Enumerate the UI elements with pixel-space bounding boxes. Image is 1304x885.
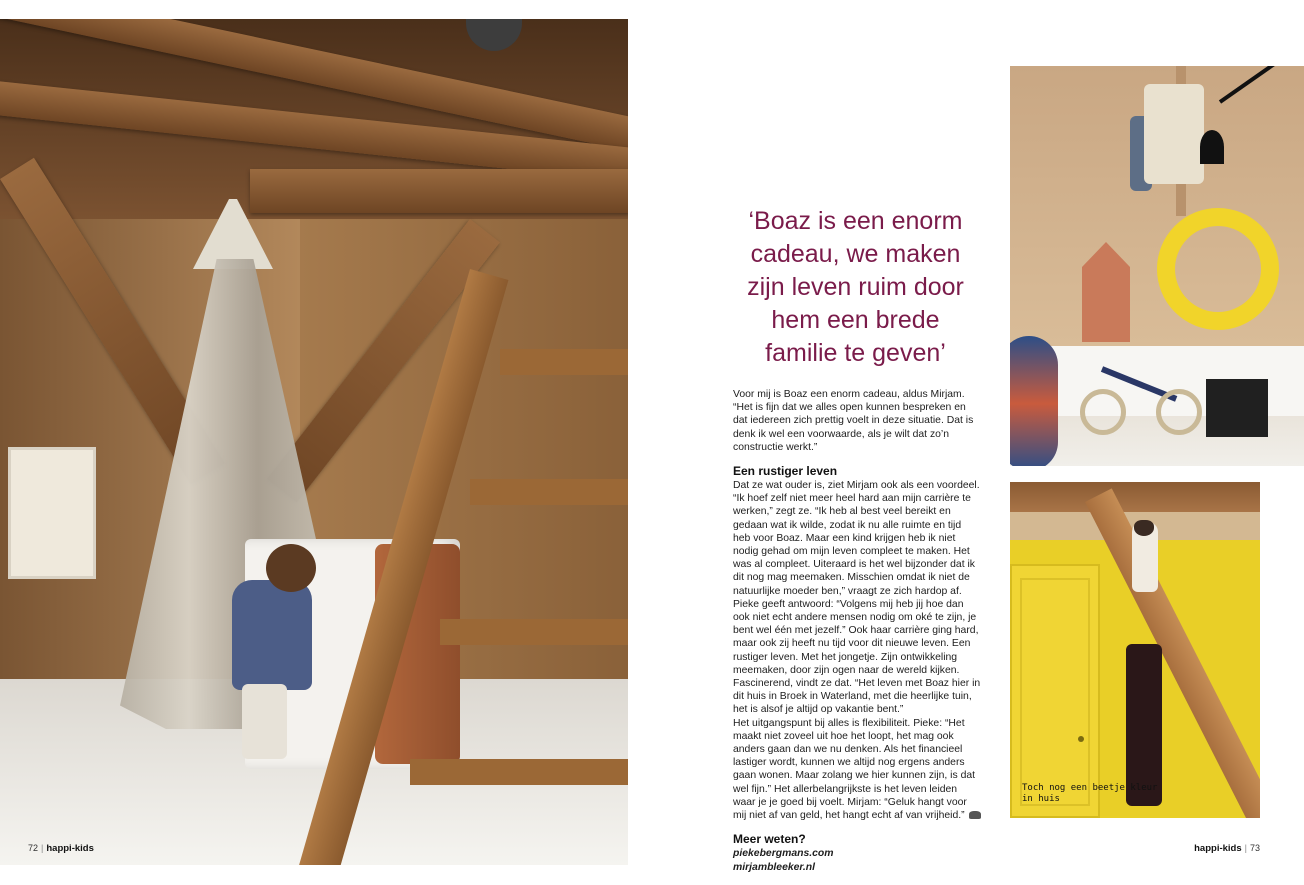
page-number: 73 — [1249, 843, 1260, 853]
website-link[interactable]: piekebergmans.com — [733, 848, 834, 860]
page-number: 72 — [28, 843, 39, 853]
hanging-robe — [1126, 644, 1162, 806]
folio-separator: | — [1244, 843, 1247, 853]
photo-caption: Toch nog een beetje kleur in huis — [1022, 783, 1158, 804]
end-of-article-icon — [969, 811, 981, 819]
toy-shelf-photo — [1010, 66, 1304, 466]
wall-lamp-arm — [1219, 66, 1279, 104]
website-link[interactable]: mirjambleeker.nl — [733, 861, 816, 873]
bike-wheel — [1080, 389, 1126, 435]
wall-lamp — [1200, 130, 1224, 164]
ceiling-beam — [1010, 482, 1260, 512]
roof-beam — [250, 169, 628, 213]
left-folio — [28, 843, 94, 854]
ladder-step — [500, 349, 628, 375]
pull-quote: ‘Boaz is een enorm cadeau, we maken zijn leven ruim door hem een brede familie te geven’ — [747, 207, 964, 367]
right-folio — [1194, 843, 1260, 854]
section-heading: Een rustiger leven — [733, 464, 838, 479]
intro-paragraph: Voor mij is Boaz een enorm cadeau, aldus Mirjam. “Het is fijn dat we alles open kunnen bespreken en dat iedereen zich prettig voelt in deze situatie. Dat is denk ik wel een voorwaarde, als je wilt dat zo’n constructie werkt.” — [733, 389, 974, 453]
hanging-vest — [1144, 84, 1204, 184]
magazine-name: happi-kids — [1194, 843, 1242, 854]
large-ball — [1010, 336, 1058, 466]
ladder-step — [440, 619, 628, 645]
toy-dollhouse — [1082, 242, 1130, 342]
attic-nursery-photo — [0, 19, 628, 865]
paragraph: Dat ze wat ouder is, ziet Mirjam ook als een voordeel. “Ik hoef zelf niet meer heel hard aan mijn carrière te werken,” zegt ze. “Ik heb al best veel bereikt en gedaan wat ik wilde, zodat ik nu alle ruimte en tijd heb voor Boaz. Maar een kind krijgen heb ik niet nodig gehad om mijn leven compleet te maken. Het was al compleet. Uiteraard is het wel bijzonder dat ik dit nog mag meemaken. Misschien omdat ik niet de natuurlijke moeder ben,” vraagt ze zich hardop af. Pieke geeft antwoord: “Volgens mij heb jij hoe dan ook niet echt andere mensen nodig om oké te zijn, je bent wel één met jezelf.” Ook haar carrière ging hard, maar ook zij heeft nu tijd voor dit nieuwe leven. Een rustiger leven. Met het jongetje. Zijn ontwikkeling meemaken, door zijn ogen naar de wereld kijken. Fascinerend, vindt ze dat. “Het leven met Boaz hier in dit huis in Broek in Waterland, met die heerlijke tuin, het is alsof je altijd op vakantie bent.” — [733, 480, 981, 716]
folio-separator: | — [41, 843, 44, 853]
toddler — [232, 544, 320, 759]
bike-wheel — [1156, 389, 1202, 435]
magazine-name: happi-kids — [46, 843, 94, 854]
article-body — [733, 388, 981, 874]
door-knob — [1078, 736, 1084, 742]
yellow-door — [1010, 564, 1100, 818]
ladder-step — [470, 479, 628, 505]
more-info-heading: Meer weten? — [733, 832, 806, 847]
ladder-step — [410, 759, 628, 785]
yellow-ring — [1157, 208, 1279, 330]
paragraph-text: Het uitgangspunt bij alles is flexibiliteit. Pieke: “Het maakt niet zoveel uit hoe het loopt, het mag ook anders gaan dan we nu denken. Als het financieel lastiger wordt, kunnen we altijd nog ergens anders gaan wonen. Maar zolang we hier kunnen zijn, is dat wel fijn.” Het allerbelangrijkste is het leven leiden waar je je goed bij voelt. Mirjam: “Geluk hangt voor mij niet af van geld, het hangt echt af van vrijheid.” — [733, 717, 976, 822]
cat-head — [1134, 520, 1154, 536]
paragraph-final — [733, 717, 981, 823]
toy-piano — [1206, 379, 1268, 437]
wall-frame — [8, 447, 96, 579]
yellow-door-photo — [1010, 482, 1260, 818]
